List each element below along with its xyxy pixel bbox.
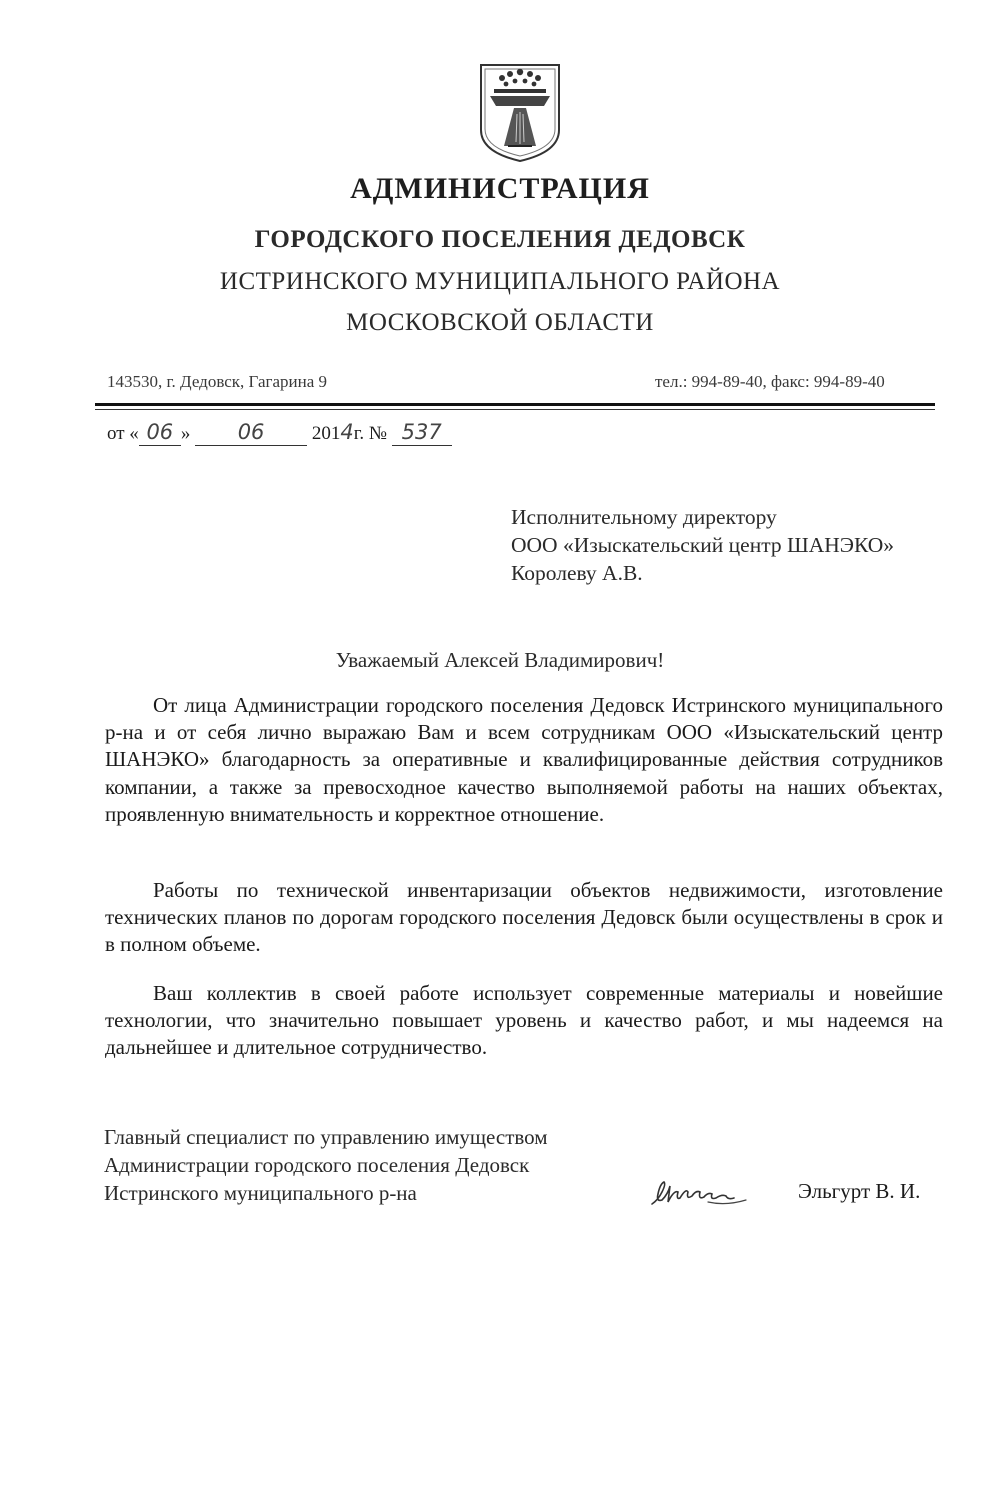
reference-number: 537 — [401, 420, 442, 444]
signer-position-line1: Главный специалист по управлению имуществом — [104, 1125, 548, 1149]
body-paragraph-2: Работы по технической инвентаризации объектов недвижимости, изготовление технических планов по дорогам городского поселения Дедовск были осуществлены в срок и в полном объеме. — [105, 878, 943, 957]
addressee-title: Исполнительному директору — [511, 505, 777, 529]
greeting: Уважаемый Алексей Владимирович! — [335, 648, 665, 672]
header-rule-thick — [95, 403, 935, 406]
reference-day-close: » — [180, 423, 191, 444]
reference-day: 06 — [146, 420, 174, 444]
signer-position-line3: Истринского муниципального р-на — [104, 1181, 417, 1205]
org-name-line3: ИСТРИНСКОГО МУНИЦИПАЛЬНОГО РАЙОНА — [219, 268, 781, 295]
org-address: 143530, г. Дедовск, Гагарина 9 — [107, 372, 328, 391]
org-name-line2: ГОРОДСКОГО ПОСЕЛЕНИЯ ДЕДОВСК — [254, 226, 746, 253]
signer-name: Эльгурт В. И. — [798, 1179, 921, 1203]
signer-position-line2: Администрации городского поселения Дедовск — [104, 1153, 530, 1177]
reference-year-prefix: 201 — [311, 423, 341, 444]
org-name-line4: МОСКОВСКОЙ ОБЛАСТИ — [346, 309, 654, 336]
reference-year-suffix: г. № — [353, 423, 387, 444]
addressee-name: Королеву А.В. — [511, 561, 643, 585]
reference-prefix: от « — [107, 423, 139, 444]
body-paragraph-3: Ваш коллектив в своей работе использует современные материалы и новейшие технологии, что значительно повышает уровень и качество работ, и мы надеемся на дальнейшее и длительное сотрудничество. — [105, 981, 943, 1060]
org-name-line1: АДМИНИСТРАЦИЯ — [350, 172, 650, 205]
signer-block — [104, 1123, 548, 1207]
header-rule-thin — [95, 409, 935, 410]
reference-month: 06 — [237, 420, 265, 444]
addressee-company: ООО «Изыскательский центр ШАНЭКО» — [511, 533, 895, 557]
coat-of-arms-emblem — [478, 62, 562, 169]
reference-line — [107, 420, 452, 446]
handwritten-signature — [648, 1170, 758, 1219]
addressee-block — [511, 503, 894, 587]
body-paragraph-1: От лица Администрации городского поселения Дедовск Истринского муниципального р-на и от себя лично выражаю Вам и всем сотрудникам ООО «Изыскательский центр ШАНЭКО» благодарность за оперативные и квалифицированные действия сотрудников компании, а также за превосходное качество выполняемой работы на наших объектах, проявленную внимательность и корректное отношение. — [105, 693, 943, 826]
org-phone-fax: тел.: 994-89-40, факс: 994-89-40 — [655, 372, 885, 391]
reference-year-digit: 4 — [340, 420, 354, 444]
